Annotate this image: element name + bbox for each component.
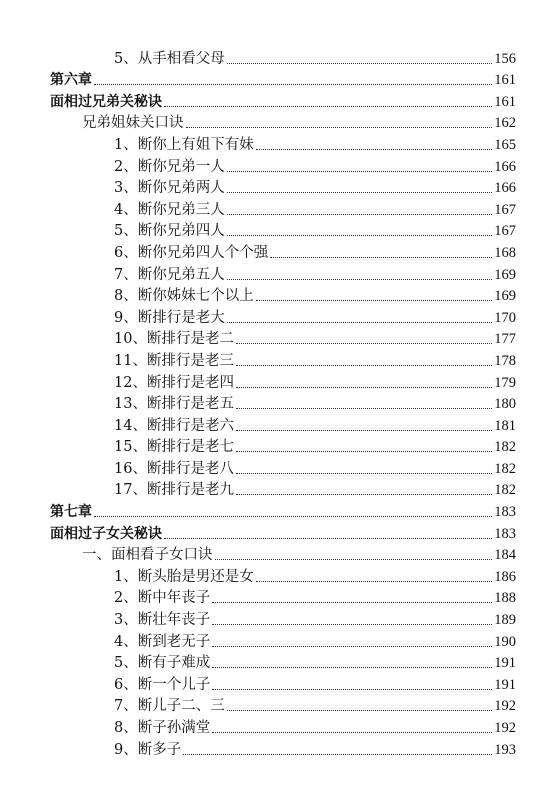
toc-dot-leader bbox=[236, 473, 492, 474]
toc-dot-leader bbox=[236, 430, 492, 431]
toc-entry[interactable] bbox=[0, 197, 555, 219]
toc-page-number: 178 bbox=[494, 352, 516, 369]
toc-entry-label: 11、断排行是老三 bbox=[114, 352, 234, 369]
toc-page-number: 170 bbox=[494, 309, 516, 326]
toc-page-number: 180 bbox=[494, 396, 516, 413]
toc-dot-leader bbox=[256, 581, 493, 582]
toc-entry-label: 8、断子孙满堂 bbox=[114, 720, 211, 736]
toc-heading-entry[interactable] bbox=[0, 499, 555, 521]
toc-entry[interactable] bbox=[0, 413, 555, 435]
toc-dot-leader bbox=[183, 754, 492, 755]
toc-page-number: 186 bbox=[494, 568, 516, 585]
toc-dot-leader bbox=[227, 322, 493, 323]
toc-entry[interactable] bbox=[0, 219, 555, 241]
toc-dot-leader bbox=[270, 257, 492, 258]
toc-page-number: 188 bbox=[494, 590, 516, 607]
toc-entry-label: 14、断排行是老六 bbox=[114, 417, 234, 434]
toc-dot-leader bbox=[227, 214, 493, 215]
toc-page-number: 183 bbox=[494, 525, 516, 542]
toc-entry[interactable] bbox=[0, 737, 555, 759]
toc-dot-leader bbox=[164, 538, 492, 539]
toc-entry-label: 15、断排行是老七 bbox=[114, 439, 234, 456]
toc-page-number: 168 bbox=[494, 244, 516, 261]
toc-page-number: 181 bbox=[494, 417, 516, 434]
toc-entry-label: 一、面相看子女口诀 bbox=[82, 547, 213, 564]
toc-entry-label: 第七章 bbox=[50, 504, 92, 521]
toc-page-number: 167 bbox=[494, 223, 516, 240]
toc-page-number: 167 bbox=[494, 201, 516, 218]
toc-entry-label: 第六章 bbox=[50, 72, 92, 89]
toc-dot-leader bbox=[94, 84, 492, 85]
toc-entry-label: 6、断你兄弟四人个个强 bbox=[114, 244, 269, 261]
toc-entry[interactable] bbox=[0, 348, 555, 370]
toc-page-number: 182 bbox=[494, 482, 516, 499]
toc-dot-leader bbox=[236, 408, 492, 409]
toc-page-number: 169 bbox=[494, 266, 516, 283]
toc-dot-leader bbox=[227, 171, 493, 172]
toc-entry[interactable] bbox=[0, 154, 555, 176]
toc-entry-label: 3、断你兄弟两人 bbox=[114, 180, 225, 197]
toc-entry[interactable] bbox=[0, 176, 555, 198]
toc-entry[interactable] bbox=[0, 240, 555, 262]
toc-dot-leader bbox=[215, 559, 493, 560]
toc-entry[interactable] bbox=[0, 543, 555, 565]
toc-entry-label: 1、断你上有姐下有妹 bbox=[114, 136, 254, 153]
toc-page-number: 184 bbox=[494, 547, 516, 564]
toc-entry-label: 16、断排行是老八 bbox=[114, 460, 234, 477]
toc-entry-label: 13、断排行是老五 bbox=[114, 396, 234, 413]
toc-heading-entry[interactable] bbox=[0, 521, 555, 543]
toc-page-number: 161 bbox=[494, 93, 516, 110]
toc-entry[interactable] bbox=[0, 694, 555, 716]
toc-page-number: 182 bbox=[494, 439, 516, 456]
toc-entry-label: 兄弟姐妹关口诀 bbox=[82, 115, 184, 132]
toc-dot-leader bbox=[227, 710, 493, 711]
table-of-contents bbox=[0, 46, 555, 759]
toc-page-number: 182 bbox=[494, 460, 516, 477]
toc-entry[interactable] bbox=[0, 564, 555, 586]
toc-dot-leader bbox=[212, 646, 492, 647]
toc-dot-leader bbox=[227, 192, 493, 193]
toc-entry-label: 5、断有子难成 bbox=[114, 655, 211, 672]
toc-entry-label: 9、断排行是老大 bbox=[114, 309, 225, 326]
toc-entry[interactable] bbox=[0, 651, 555, 673]
toc-entry[interactable] bbox=[0, 327, 555, 349]
toc-dot-leader bbox=[256, 300, 493, 301]
toc-page-number: 191 bbox=[494, 676, 516, 693]
toc-entry-label: 12、断排行是老四 bbox=[114, 374, 234, 391]
toc-entry-label: 4、断你兄弟三人 bbox=[114, 201, 225, 218]
toc-page-number: 161 bbox=[494, 72, 516, 89]
toc-entry[interactable] bbox=[0, 672, 555, 694]
toc-page-number: 166 bbox=[494, 180, 516, 197]
toc-dot-leader bbox=[227, 235, 493, 236]
toc-dot-leader bbox=[212, 667, 492, 668]
toc-entry[interactable] bbox=[0, 262, 555, 284]
toc-dot-leader bbox=[164, 106, 492, 107]
toc-entry-label: 5、从手相看父母 bbox=[114, 50, 225, 67]
toc-dot-leader bbox=[227, 279, 493, 280]
toc-page-number: 177 bbox=[494, 331, 516, 348]
toc-entry-label: 面相过兄弟关秘诀 bbox=[50, 93, 162, 110]
toc-entry-label: 17、断排行是老九 bbox=[114, 482, 234, 499]
toc-entry[interactable] bbox=[0, 478, 555, 500]
toc-entry-label: 2、断你兄弟一人 bbox=[114, 158, 225, 175]
toc-entry-label: 8、断你姊妹七个以上 bbox=[114, 288, 254, 305]
toc-dot-leader bbox=[236, 451, 492, 452]
toc-dot-leader bbox=[212, 624, 492, 625]
toc-entry[interactable] bbox=[0, 284, 555, 306]
toc-entry-label: 6、断一个儿子 bbox=[114, 676, 211, 693]
toc-entry[interactable] bbox=[0, 132, 555, 154]
toc-entry-label: 1、断头胎是男还是女 bbox=[114, 568, 254, 585]
toc-entry-label: 5、断你兄弟四人 bbox=[114, 223, 225, 240]
toc-dot-leader bbox=[186, 127, 493, 128]
toc-entry[interactable] bbox=[0, 456, 555, 478]
toc-page-number: 193 bbox=[494, 741, 516, 758]
toc-dot-leader bbox=[94, 516, 492, 517]
toc-entry[interactable] bbox=[0, 629, 555, 651]
toc-dot-leader bbox=[236, 365, 492, 366]
toc-page-number: 190 bbox=[494, 633, 516, 650]
toc-page-number: 183 bbox=[494, 504, 516, 521]
toc-entry[interactable] bbox=[0, 715, 555, 737]
toc-page-number: 162 bbox=[494, 115, 516, 132]
toc-page-number: 189 bbox=[494, 612, 516, 629]
toc-entry-label: 9、断多子 bbox=[114, 741, 182, 758]
toc-dot-leader bbox=[236, 343, 492, 344]
toc-page-number: 156 bbox=[494, 50, 516, 67]
toc-page-number: 165 bbox=[494, 136, 516, 153]
toc-entry[interactable] bbox=[0, 586, 555, 608]
toc-dot-leader bbox=[236, 494, 492, 495]
toc-entry[interactable] bbox=[0, 370, 555, 392]
toc-page-number: 192 bbox=[494, 720, 516, 736]
toc-entry-label: 面相过子女关秘诀 bbox=[50, 525, 162, 542]
toc-dot-leader bbox=[212, 602, 492, 603]
toc-page-number: 191 bbox=[494, 655, 516, 672]
toc-dot-leader bbox=[236, 387, 492, 388]
toc-entry-label: 10、断排行是老二 bbox=[114, 331, 234, 348]
toc-page-number: 179 bbox=[494, 374, 516, 391]
toc-heading-entry[interactable] bbox=[0, 68, 555, 90]
toc-heading-entry[interactable] bbox=[0, 89, 555, 111]
toc-entry[interactable] bbox=[0, 435, 555, 457]
toc-page-number: 169 bbox=[494, 288, 516, 305]
toc-entry-label: 3、断壮年丧子 bbox=[114, 612, 211, 629]
toc-dot-leader bbox=[227, 63, 493, 64]
toc-entry[interactable] bbox=[0, 305, 555, 327]
toc-entry-label: 7、断儿子二、三 bbox=[114, 698, 225, 715]
toc-page-number: 166 bbox=[494, 158, 516, 175]
toc-entry-label: 4、断到老无子 bbox=[114, 633, 211, 650]
toc-dot-leader bbox=[212, 689, 492, 690]
toc-entry-label: 7、断你兄弟五人 bbox=[114, 266, 225, 283]
toc-dot-leader bbox=[256, 149, 493, 150]
toc-entry[interactable] bbox=[0, 392, 555, 414]
toc-entry[interactable] bbox=[0, 46, 555, 68]
toc-page-number: 192 bbox=[494, 698, 516, 715]
toc-entry[interactable] bbox=[0, 607, 555, 629]
toc-dot-leader bbox=[212, 732, 492, 733]
toc-entry[interactable] bbox=[0, 111, 555, 133]
toc-entry-label: 2、断中年丧子 bbox=[114, 590, 211, 607]
